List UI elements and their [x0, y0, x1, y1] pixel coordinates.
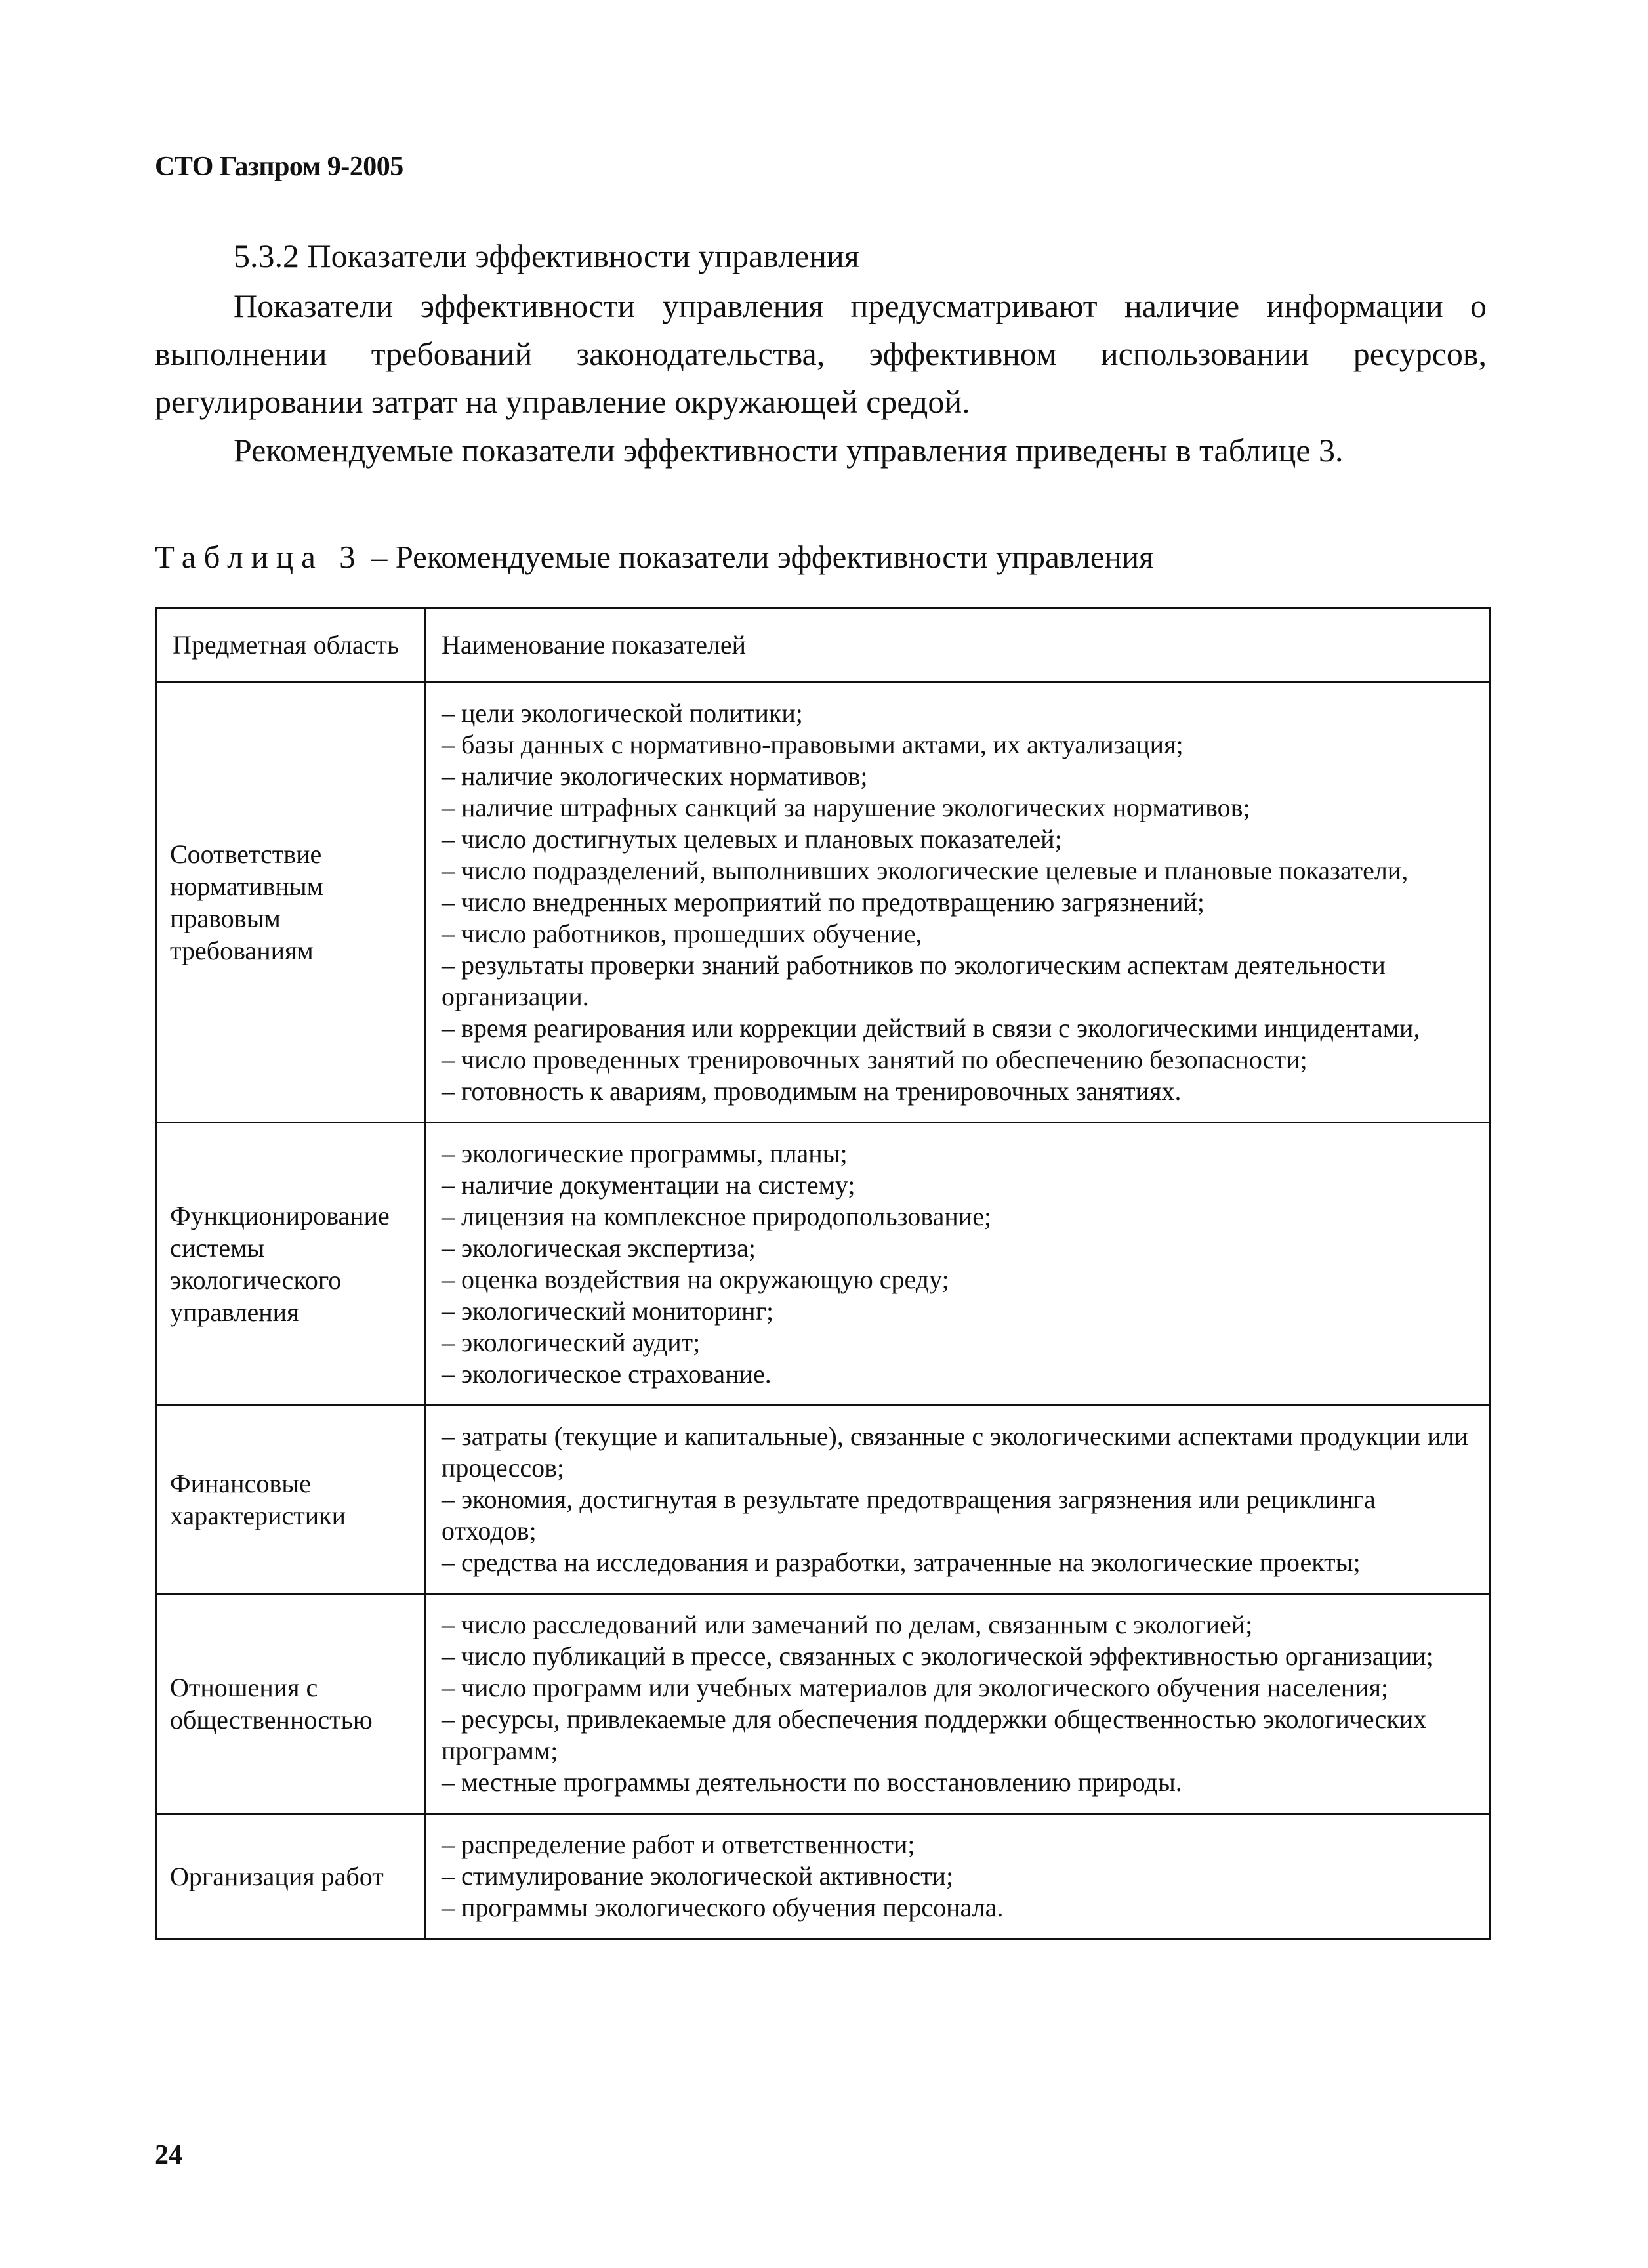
indicator-item: – число достигнутых целевых и плановых показателей; — [442, 824, 1062, 854]
header-indicator-names: Наименование показателей — [425, 608, 1491, 682]
indicator-item: – ресурсы, привлекаемые для обеспечения поддержки общественностью экологических программ; — [442, 1704, 1427, 1765]
subject-area-cell: Соответствие нормативным правовым требованиям — [156, 682, 425, 1123]
indicator-item: – число проведенных тренировочных занятий по обеспечению безопасности; — [442, 1045, 1308, 1074]
indicators-cell — [425, 1594, 1491, 1814]
header-subject-area: Предметная область — [156, 608, 425, 682]
indicator-item: – экологический мониторинг; — [442, 1296, 774, 1326]
indicators-cell — [425, 1406, 1491, 1594]
indicator-item: – распределение работ и ответственности; — [442, 1830, 915, 1859]
indicator-item: – результаты проверки знаний работников по экологическим аспектам деятельности организации. — [442, 950, 1386, 1011]
table-header-row — [156, 608, 1491, 682]
table-caption — [155, 538, 1154, 576]
indicator-item: – наличие документации на систему; — [442, 1170, 855, 1200]
table-caption-text: – Рекомендуемые показатели эффективности управления — [363, 539, 1154, 575]
subject-area-cell: Организация работ — [156, 1814, 425, 1939]
indicator-item: – экологический аудит; — [442, 1328, 701, 1357]
indicator-item: – базы данных с нормативно-правовыми актами, их актуализация; — [442, 730, 1184, 759]
indicators-cell — [425, 1814, 1491, 1939]
indicators-table — [155, 607, 1491, 1940]
indicator-item: – число расследований или замечаний по делам, связанным с экологией; — [442, 1610, 1253, 1639]
indicator-item: – экологическая экспертиза; — [442, 1233, 756, 1263]
subject-area-cell: Финансовые характеристики — [156, 1406, 425, 1594]
table-row — [156, 1406, 1491, 1594]
subject-area-cell: Функционирование системы экологического управления — [156, 1123, 425, 1406]
table-caption-number: Таблица 3 — [155, 539, 363, 575]
indicator-item: – стимулирование экологической активности; — [442, 1861, 954, 1891]
indicator-item: – цели экологической политики; — [442, 698, 803, 728]
indicator-item: – оценка воздействия на окружающую среду; — [442, 1265, 949, 1294]
paragraph-reference: Рекомендуемые показатели эффективности управления приведены в таблице 3. — [234, 432, 1344, 469]
indicator-item: – программы экологического обучения персонала. — [442, 1893, 1004, 1922]
section-title: 5.3.2 Показатели эффективности управления — [234, 238, 859, 274]
indicator-item: – местные программы деятельности по восстановлению природы. — [442, 1767, 1182, 1797]
table-row — [156, 682, 1491, 1123]
indicator-item: – наличие штрафных санкций за нарушение экологических нормативов; — [442, 793, 1250, 822]
table-row — [156, 1814, 1491, 1939]
indicator-item: – готовность к авариям, проводимым на тренировочных занятиях. — [442, 1076, 1182, 1106]
indicator-item: – затраты (текущие и капитальные), связанные с экологическими аспектами продукции или процессов; — [442, 1421, 1469, 1482]
table-body — [156, 682, 1491, 1939]
indicator-item: – число подразделений, выполнивших экологические целевые и плановые показатели, — [442, 856, 1409, 885]
indicator-item: – число программ или учебных материалов для экологического обучения населения; — [442, 1673, 1389, 1702]
indicator-item: – экологическое страхование. — [442, 1359, 772, 1389]
table-row — [156, 1123, 1491, 1406]
indicator-item: – число внедренных мероприятий по предотвращению загрязнений; — [442, 887, 1205, 917]
indicator-item: – число публикаций в прессе, связанных с экологической эффективностью организации; — [442, 1641, 1433, 1671]
document-code-header: СТО Газпром 9-2005 — [155, 152, 403, 182]
indicator-item: – лицензия на комплексное природопользование; — [442, 1202, 992, 1231]
table-row — [156, 1594, 1491, 1814]
page-number: 24 — [155, 2140, 182, 2170]
indicator-item: – число работников, прошедших обучение, — [442, 919, 922, 948]
indicator-item: – экологические программы, планы; — [442, 1139, 848, 1168]
indicators-cell — [425, 682, 1491, 1123]
indicator-item: – наличие экологических нормативов; — [442, 761, 868, 791]
subject-area-cell: Отношения с общественностью — [156, 1594, 425, 1814]
indicators-cell — [425, 1123, 1491, 1406]
paragraph-intro: Показатели эффективности управления предусматривают наличие информации о выполнении требований законодательства, эффективном использовании ресурсов, регулировании затрат на управление окружающей средой. — [155, 287, 1487, 420]
indicator-item: – время реагирования или коррекции действий в связи с экологическими инцидентами, — [442, 1013, 1420, 1043]
indicator-item: – экономия, достигнутая в результате предотвращения загрязнения или рециклинга отходов; — [442, 1484, 1376, 1545]
indicator-item: – средства на исследования и разработки, затраченные на экологические проекты; — [442, 1547, 1361, 1577]
